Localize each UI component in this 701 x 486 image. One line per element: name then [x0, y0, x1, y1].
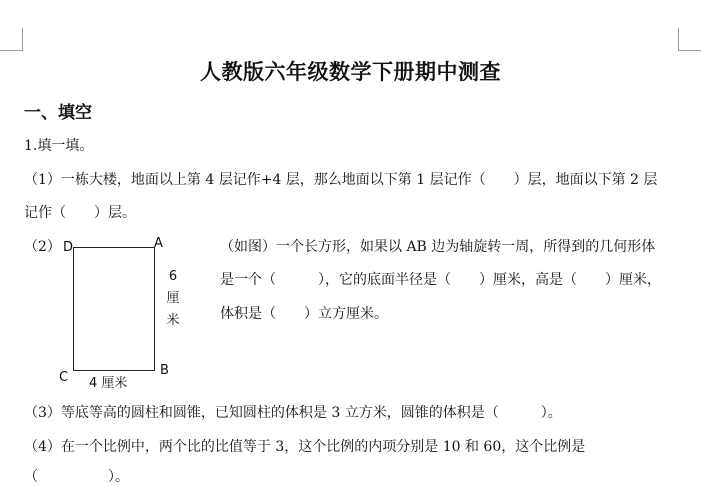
question-1-intro: 1.填一填。 [24, 138, 94, 154]
question-1-2-label: （2） [24, 239, 61, 255]
page-title: 人教版六年级数学下册期中测查 [200, 59, 501, 84]
crop-mark-top-left [0, 28, 23, 51]
height-number: 6 [168, 269, 178, 284]
question-1-1-line-2: 记作（ ）层。 [24, 205, 136, 221]
question-1-2-line-1: （如图）一个长方形，如果以 AB 边为轴旋转一周，所得到的几何形体 [220, 239, 656, 255]
vertex-label-b: B [160, 363, 169, 378]
vertex-label-c: C [59, 370, 69, 385]
question-1-2-line-2: 是一个（ ），它的底面半径是（ ）厘米，高是（ ）厘米， [220, 272, 661, 288]
question-1-4-line-1: （4）在一个比例中，两个比的比值等于 3，这个比例的内项分别是 10 和 60，这个比例是 [24, 439, 586, 455]
height-unit-char-1: 厘 [166, 291, 180, 306]
question-1-4-line-2: （ ）。 [24, 469, 129, 485]
rectangle-shape [73, 247, 155, 371]
vertex-label-d: D [63, 240, 74, 255]
section-heading-fill-blank: 一、填空 [24, 103, 92, 123]
crop-mark-top-right [678, 28, 701, 51]
height-unit-char-2: 米 [166, 313, 180, 328]
question-1-2-line-3: 体积是（ ）立方厘米。 [220, 306, 388, 322]
vertex-label-a: A [154, 236, 163, 251]
question-1-3: （3）等底等高的圆柱和圆锥，已知圆柱的体积是 3 立方米，圆锥的体积是（ ）。 [24, 405, 562, 421]
height-dimension-label [164, 266, 182, 332]
rectangle-figure [56, 236, 186, 391]
width-dimension-label: 4 厘米 [89, 376, 128, 391]
question-1-1-line-1: （1）一栋大楼，地面以上第 4 层记作+4 层，那么地面以下第 1 层记作（ ）层，地面以下第 2 层 [24, 172, 658, 188]
